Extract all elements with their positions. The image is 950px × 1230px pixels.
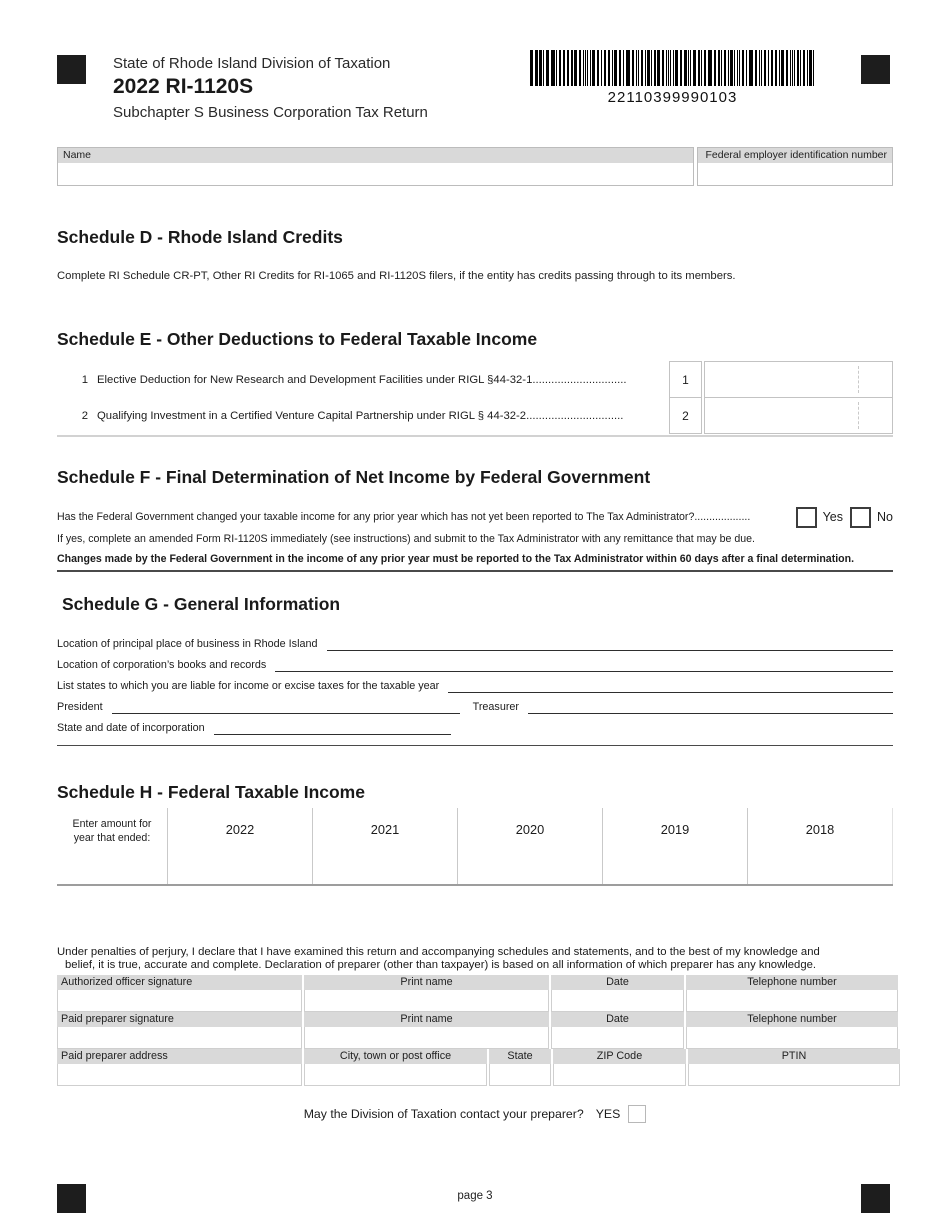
address-input-row <box>57 1064 893 1086</box>
registration-mark-top-right <box>861 55 890 84</box>
officer-signature-label: Authorized officer signature <box>57 975 302 990</box>
schedule-f-bold-note: Changes made by the Federal Government in the income of any prior year must be reported to the Tax Administrator within 60 days after a final determination. <box>57 553 855 565</box>
year-label: 2020 <box>515 822 545 837</box>
states-liable-row <box>57 672 893 693</box>
schedule-f-note: If yes, complete an amended Form RI-1120S immediately (see instructions) and submit to the Tax Administrator with any remittance that may be due. <box>57 533 755 545</box>
perjury-statement <box>57 946 893 972</box>
preparer-telephone-input[interactable] <box>686 1027 898 1049</box>
agency-name: State of Rhode Island Division of Taxation <box>113 55 391 72</box>
schedule-f-question: Has the Federal Government changed your taxable income for any prior year which has not yet been reported to The Tax Administrator?................... <box>57 511 751 523</box>
officer-input-row <box>57 990 893 1012</box>
row-header-line1: Enter amount for <box>72 818 152 830</box>
schedule-g-title: Schedule G - General Information <box>62 594 341 614</box>
line-1-amount-input[interactable] <box>704 361 893 398</box>
preparer-address-input[interactable] <box>57 1064 302 1086</box>
preparer-header-bar <box>57 1012 893 1027</box>
cents-divider <box>858 402 859 429</box>
contact-preparer-question: May the Division of Taxation contact your preparer? <box>303 1107 584 1121</box>
president-input[interactable] <box>112 700 460 714</box>
officer-telephone-input[interactable] <box>686 990 898 1012</box>
form-footer <box>0 1124 950 1214</box>
line-description: Elective Deduction for New Research and Development Facilities under RIGL §44-32-1.............................. <box>97 373 627 386</box>
print-name-label: Print name <box>304 975 549 990</box>
schedule-e-line-1 <box>57 361 893 398</box>
preparer-input-row <box>57 1027 893 1049</box>
form-subtitle: Subchapter S Business Corporation Tax Return <box>113 104 428 121</box>
schedule-g-divider <box>57 745 893 746</box>
federal-change-no-checkbox[interactable] <box>850 507 871 528</box>
date-label: Date <box>551 975 684 990</box>
schedule-h-title: Schedule H - Federal Taxable Income <box>57 782 365 802</box>
name-field-box <box>57 147 694 186</box>
telephone-label: Telephone number <box>686 975 898 990</box>
officer-date-input[interactable] <box>551 990 684 1012</box>
fein-field-box <box>697 147 893 186</box>
state-label: State <box>489 1049 551 1064</box>
treasurer-input[interactable] <box>528 700 893 714</box>
line-2-amount-input[interactable] <box>704 397 893 434</box>
officer-header-bar <box>57 975 893 990</box>
treasurer-label: Treasurer <box>472 701 520 713</box>
states-liable-label: List states to which you are liable for income or excise taxes for the taxable year <box>57 680 440 692</box>
books-location-label: Location of corporation’s books and records <box>57 659 267 671</box>
address-header-bar <box>57 1049 893 1064</box>
barcode <box>530 50 815 86</box>
contact-preparer-row <box>0 1104 950 1124</box>
line-box-number: 1 <box>669 361 702 398</box>
perjury-line2: belief, it is true, accurate and complete. Declaration of preparer (other than taxpayer) is based on all information of which preparer has any knowledge. <box>65 959 817 971</box>
officer-print-name-input[interactable] <box>304 990 549 1012</box>
year-2019-column[interactable] <box>602 808 747 884</box>
states-liable-input[interactable] <box>448 679 893 693</box>
ptin-input[interactable] <box>688 1064 900 1086</box>
business-location-input[interactable] <box>327 637 894 651</box>
preparer-signature-row <box>57 1012 893 1049</box>
contact-yes-checkbox[interactable] <box>628 1105 646 1123</box>
schedule-e-divider <box>57 435 893 437</box>
officer-signature-input[interactable] <box>57 990 302 1012</box>
books-location-row <box>57 651 893 672</box>
year-label: 2022 <box>225 822 255 837</box>
schedule-f-question-row <box>57 504 893 530</box>
schedule-e-line-2 <box>57 397 893 434</box>
president-label: President <box>57 701 103 713</box>
preparer-signature-label: Paid preparer signature <box>57 1012 302 1027</box>
schedule-f-divider <box>57 570 893 572</box>
schedule-d-body: Complete RI Schedule CR-PT, Other RI Credits for RI-1065 and RI-1120S filers, if the entity has credits passing through to its members. <box>57 270 736 282</box>
incorporation-row <box>57 714 893 735</box>
schedule-f-title: Schedule F - Final Determination of Net Income by Federal Government <box>57 467 651 487</box>
schedule-h-row-header <box>57 808 167 884</box>
ptin-label: PTIN <box>688 1049 900 1064</box>
name-label: Name <box>58 148 693 163</box>
year-label: 2018 <box>805 822 835 837</box>
zip-label: ZIP Code <box>553 1049 686 1064</box>
line-box-number: 2 <box>669 397 702 434</box>
year-2021-column[interactable] <box>312 808 457 884</box>
zip-input[interactable] <box>553 1064 686 1086</box>
year-2020-column[interactable] <box>457 808 602 884</box>
taxpayer-id-row <box>57 147 893 186</box>
page-number: page 3 <box>457 1190 493 1202</box>
schedule-e-lines <box>57 361 893 434</box>
header-titles <box>113 55 428 121</box>
preparer-address-row <box>57 1049 893 1086</box>
preparer-print-name-input[interactable] <box>304 1027 549 1049</box>
telephone-label: Telephone number <box>686 1012 898 1027</box>
registration-mark-top-left <box>57 55 86 84</box>
year-label: 2019 <box>660 822 690 837</box>
row-header-line2: year that ended: <box>73 832 151 844</box>
schedule-e-title: Schedule E - Other Deductions to Federal Taxable Income <box>57 329 538 349</box>
date-label: Date <box>551 1012 684 1027</box>
form-title: 2022 RI-1120S <box>113 75 254 98</box>
books-location-input[interactable] <box>275 658 893 672</box>
officer-signature-row <box>57 975 893 1012</box>
schedule-d-title: Schedule D - Rhode Island Credits <box>57 227 343 247</box>
schedule-g-fields <box>57 630 893 735</box>
business-location-row <box>57 630 893 651</box>
schedule-h-table <box>57 808 893 886</box>
barcode-block <box>530 50 815 106</box>
year-label: 2021 <box>370 822 400 837</box>
line-number: 1 <box>81 373 88 386</box>
barcode-number: 22110399990103 <box>607 89 738 106</box>
perjury-line1: Under penalties of perjury, I declare that I have examined this return and accompanying schedules and statements, and to the best of my knowledge and <box>57 946 820 958</box>
year-2018-column[interactable] <box>747 808 893 884</box>
preparer-date-input[interactable] <box>551 1027 684 1049</box>
line-description: Qualifying Investment in a Certified Venture Capital Partnership under RIGL § 44-32-2............................... <box>97 409 624 422</box>
yes-label: Yes <box>822 510 844 524</box>
officers-row <box>57 693 893 714</box>
signature-table <box>57 975 893 1086</box>
contact-yes-label: YES <box>595 1107 621 1121</box>
no-label: No <box>877 510 893 524</box>
federal-change-yes-checkbox[interactable] <box>796 507 817 528</box>
preparer-address-label: Paid preparer address <box>57 1049 302 1064</box>
incorporation-input[interactable] <box>214 721 451 735</box>
fein-label: Federal employer identification number <box>698 148 892 163</box>
city-label: City, town or post office <box>304 1049 487 1064</box>
name-input[interactable] <box>58 163 693 185</box>
city-input[interactable] <box>304 1064 487 1086</box>
preparer-signature-input[interactable] <box>57 1027 302 1049</box>
fein-input[interactable] <box>698 163 892 185</box>
form-header <box>0 0 950 147</box>
line-number: 2 <box>81 409 88 422</box>
cents-divider <box>858 366 859 393</box>
business-location-label: Location of principal place of business in Rhode Island <box>57 638 318 650</box>
incorporation-label: State and date of incorporation <box>57 722 205 734</box>
state-input[interactable] <box>489 1064 551 1086</box>
year-2022-column[interactable] <box>167 808 312 884</box>
print-name-label: Print name <box>304 1012 549 1027</box>
